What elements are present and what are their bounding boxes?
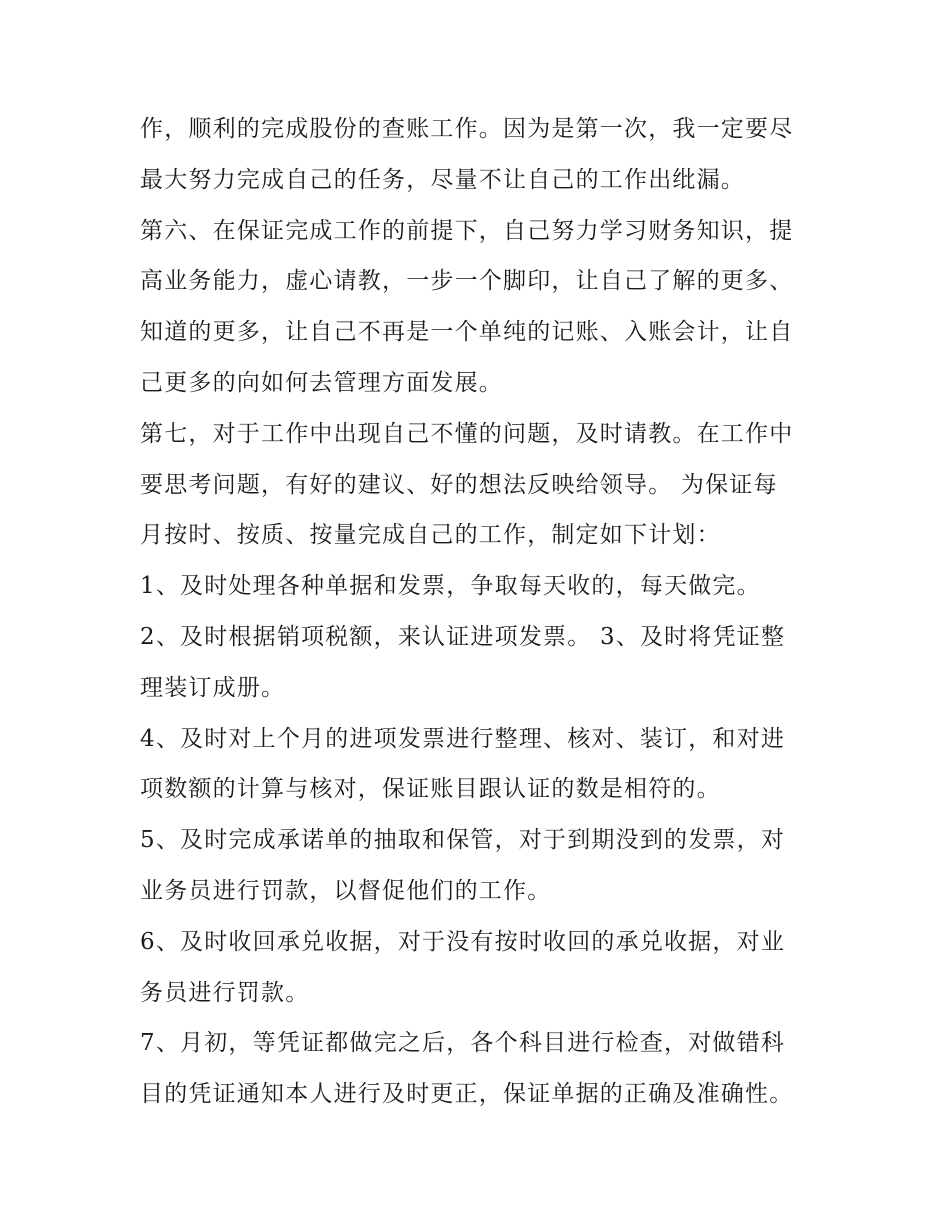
text-line: 作，顺利的完成股份的查账工作。因为是第一次，我一定要尽 (140, 116, 794, 142)
document-body (140, 104, 820, 1120)
text-line: 2、及时根据销项税额，来认证进项发票。 3、及时将凭证整 (140, 623, 786, 650)
text-line: 第七，对于工作中出现自己不懂的问题，及时请教。在工作中 (140, 420, 794, 447)
text-line: 7、月初，等凭证都做完之后，各个科目进行检查，对做错科 (140, 1030, 786, 1057)
text-line: 最大努力完成自己的任务，尽量不让自己的工作出纰漏。 (140, 166, 745, 193)
text-line: 1、及时处理各种单据和发票，争取每天收的，每天做完。 (140, 573, 761, 600)
text-line: 4、及时对上个月的进项发票进行整理、核对、装订，和对进 (140, 725, 786, 752)
text-line: 6、及时收回承兑收据，对于没有按时收回的承兑收据，对业 (140, 928, 786, 955)
text-line: 月按时、按质、按量完成自己的工作，制定如下计划： (140, 522, 721, 549)
text-line: 第六、在保证完成工作的前提下，自己努力学习财务知识，提 (140, 217, 794, 244)
text-line: 业务员进行罚款，以督促他们的工作。 (140, 877, 552, 904)
text-line: 项数额的计算与核对，保证账目跟认证的数是相符的。 (140, 776, 721, 803)
text-line: 要思考问题，有好的建议、好的想法反映给领导。 为保证每 (140, 471, 778, 498)
text-line: 目的凭证通知本人进行及时更正，保证单据的正确及准确性。 (140, 1081, 794, 1108)
text-line: 务员进行罚款。 (140, 979, 310, 1006)
text-line: 高业务能力，虚心请教，一步一个脚印，让自己了解的更多、 (140, 268, 794, 295)
text-line: 知道的更多，让自己不再是一个单纯的记账、入账会计，让自 (140, 319, 794, 346)
text-line: 己更多的向如何去管理方面发展。 (140, 369, 503, 396)
text-line: 5、及时完成承诺单的抽取和保管，对于到期没到的发票，对 (140, 827, 786, 854)
text-line: 理装订成册。 (140, 674, 286, 701)
